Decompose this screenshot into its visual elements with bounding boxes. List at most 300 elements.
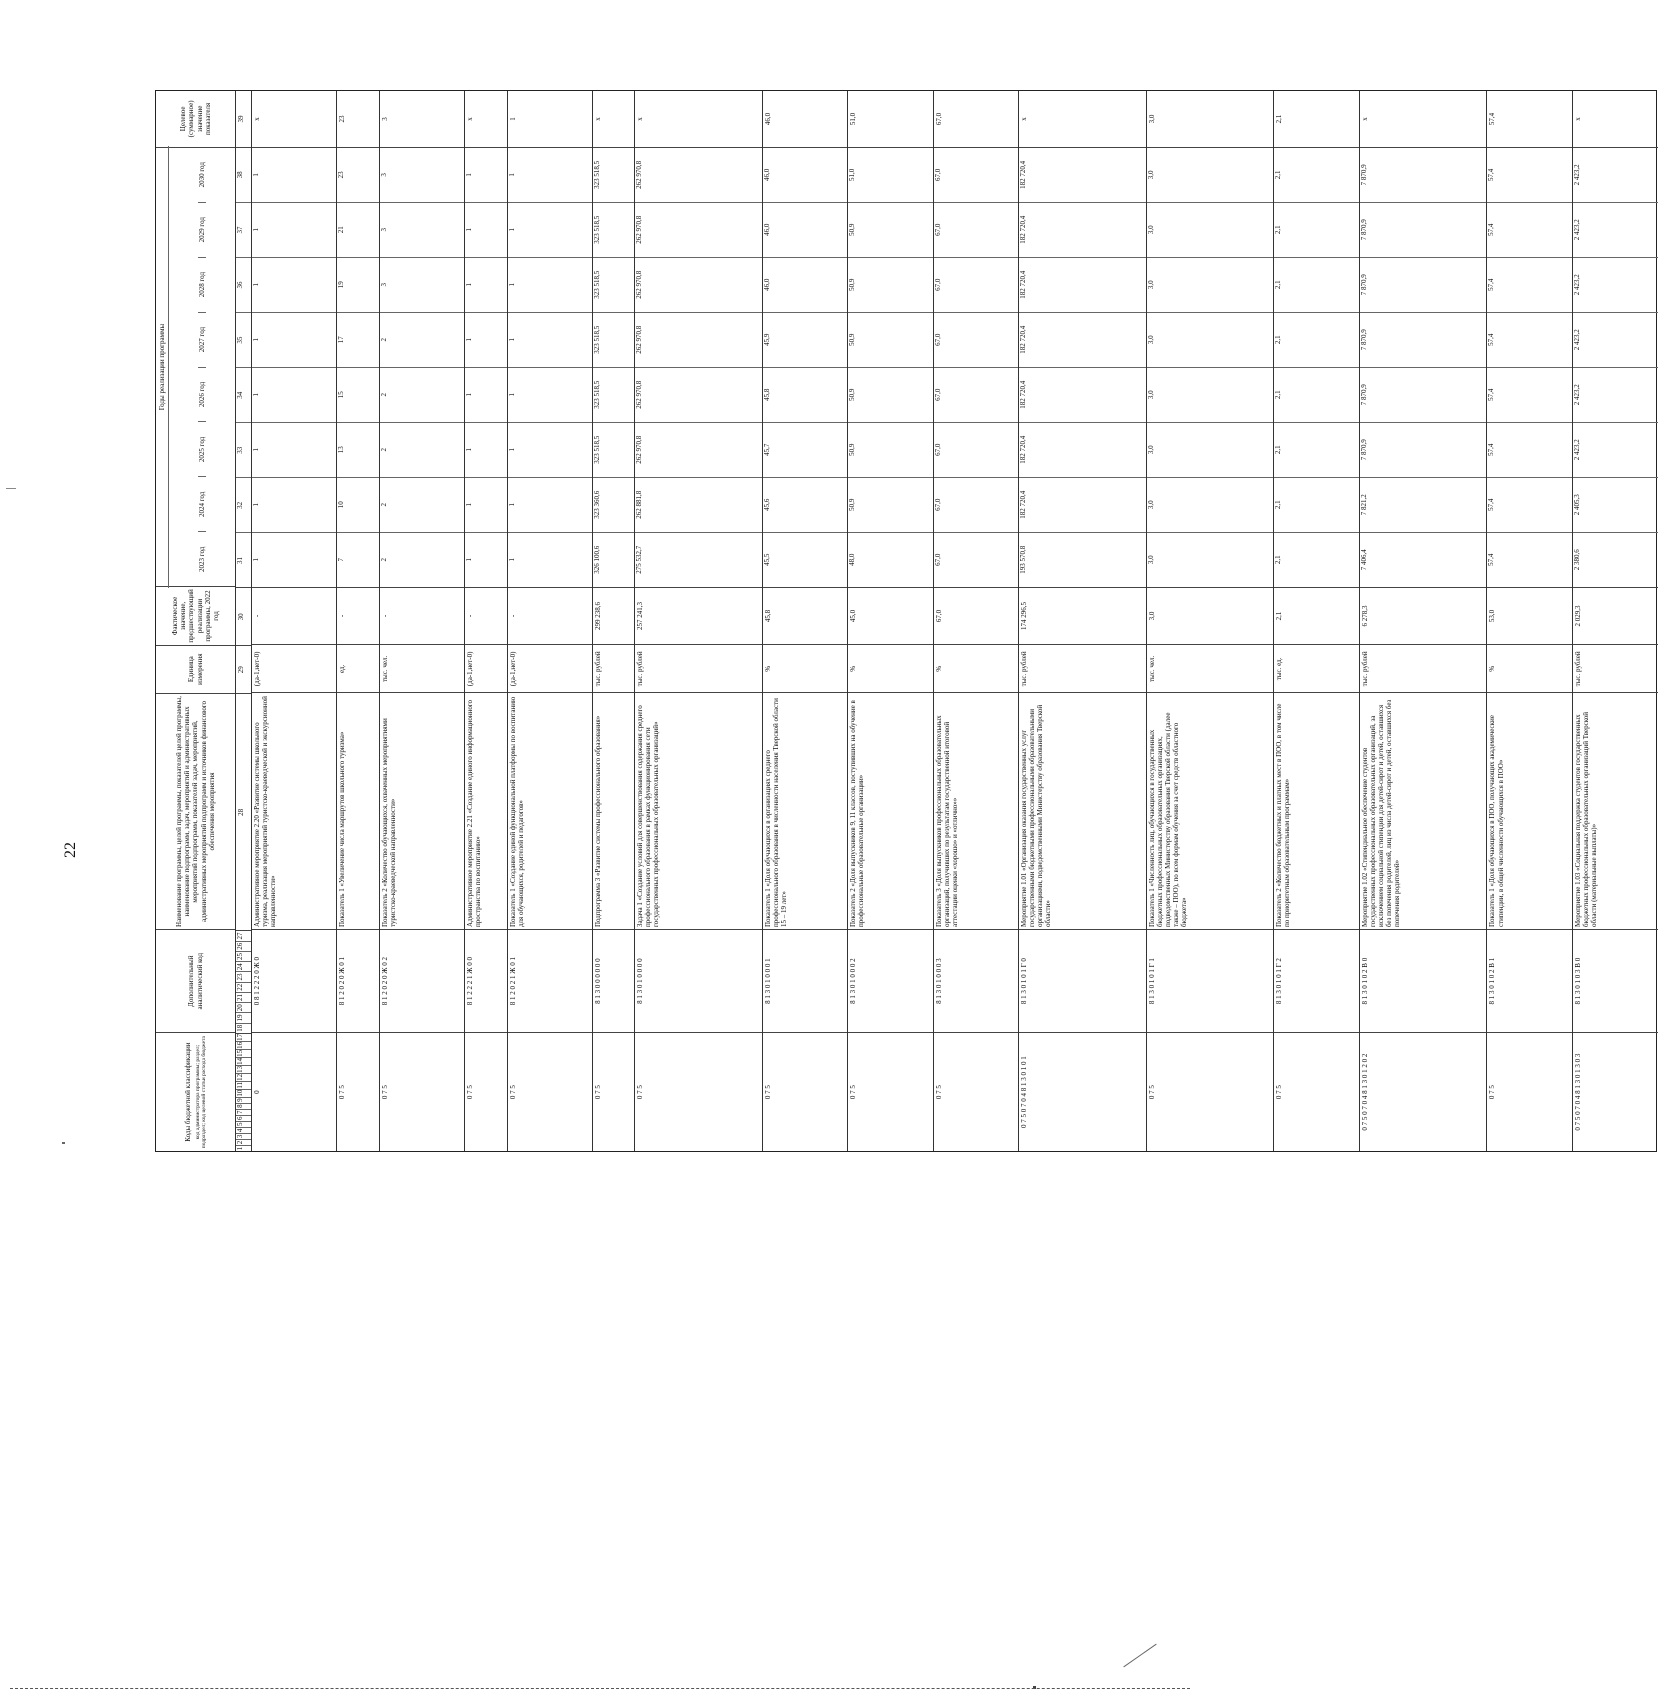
row-target: 2,1	[1275, 114, 1284, 124]
row-year-value: 50,9	[848, 422, 932, 477]
row-year-value: 67,0	[934, 367, 1018, 422]
row-analytic: 8 1 3 0 1 0 3 В 0	[1573, 929, 1658, 1032]
row-year-value: 2,1	[1274, 532, 1358, 587]
row-codes: 0 7 5 0 7 0 4 8 1 3 0 1 0 1	[1019, 1032, 1146, 1151]
row-year-value: 182 720,4	[1019, 202, 1146, 257]
row-year-value: 67,0	[933, 168, 942, 181]
row-unit: тыс. рублей	[1019, 644, 1146, 692]
colnum: 28	[236, 693, 251, 930]
row-year-value: 67,0	[934, 422, 1018, 477]
row-target: x	[253, 117, 261, 121]
row-years	[1274, 147, 1358, 587]
row-year-value: 323 360,6	[593, 477, 635, 532]
colnum: 36	[236, 257, 251, 312]
row-fact: 299 238,6	[593, 587, 635, 645]
row-year-value: 193 570,8	[1019, 532, 1146, 587]
row-year-value: 51,0	[848, 168, 857, 181]
row-year-value: 1	[252, 202, 336, 257]
row-year-value: 323 518,5	[593, 202, 635, 257]
row-codes: 0 7 5	[337, 1032, 379, 1151]
row-year-value: 323 518,5	[592, 160, 601, 189]
row-year-value: 3	[380, 202, 464, 257]
row-year-value: 326 100,6	[593, 532, 635, 587]
row-analytic: 8 1 3 0 1 0 0 0 2	[848, 929, 932, 1032]
header-code-parts: код администратора программы; раздел; подраздел; код целевой статьи расхода бюджета	[194, 1036, 208, 1149]
row-year-value: 1	[252, 257, 336, 312]
colnum: 33	[236, 422, 251, 477]
row-codes: 0 7 5	[934, 1032, 1018, 1151]
table-header	[156, 91, 236, 1151]
row-year-value: 2	[380, 367, 464, 422]
row-year-value: 45,8	[763, 367, 847, 422]
row-year-value: 57,4	[1487, 312, 1571, 367]
row-year-value: 7 870,9	[1359, 164, 1368, 186]
row-year-value: 57,4	[1487, 422, 1571, 477]
header-target: Целевое (суммарное) значение показателя	[179, 100, 212, 138]
table-row	[1573, 91, 1658, 1151]
colnum: 12	[236, 1073, 251, 1081]
row-unit: %	[763, 644, 847, 692]
row-year-value: 57,4	[1487, 532, 1571, 587]
header-year: 2027 год	[198, 312, 206, 367]
colnum: 38	[236, 171, 244, 179]
row-target: x	[1019, 117, 1028, 121]
colnum: 21	[236, 992, 251, 1002]
row-analytic: 0 8 1 2 2 2 0 Ж 0	[252, 929, 336, 1032]
row-analytic: 8 1 2 0 2 1 Ж 0 1	[508, 929, 592, 1032]
row-year-value: 10	[337, 477, 379, 532]
row-year-value: 3,0	[1147, 422, 1274, 477]
row-year-value: 67,0	[934, 257, 1018, 312]
table-row	[465, 91, 508, 1151]
row-analytic: 8 1 3 0 1 0 0 0 0	[635, 929, 762, 1032]
row-target: 67,0	[934, 112, 943, 126]
row-fact: 6 278,3	[1360, 587, 1487, 645]
row-year-value: 57,4	[1487, 477, 1571, 532]
row-year-value: 13	[337, 422, 379, 477]
row-year-value: 46,0	[763, 257, 847, 312]
colnum: 22	[236, 982, 251, 992]
row-year-value: 3,0	[1146, 170, 1155, 180]
row-unit: тыс. ед.	[1274, 644, 1358, 692]
row-years	[508, 147, 592, 587]
row-unit: тыс. рублей	[635, 644, 762, 692]
row-unit: тыс. чел.	[380, 644, 464, 692]
row-year-value: 3,0	[1147, 367, 1274, 422]
row-year-value: 7 870,9	[1360, 202, 1487, 257]
colnum: 25	[236, 951, 251, 961]
row-year-value: 2,1	[1274, 170, 1283, 180]
colnum: 15	[236, 1049, 251, 1057]
row-fact: -	[337, 587, 379, 645]
row-unit: %	[934, 644, 1018, 692]
row-unit: тыс. рублей	[1573, 644, 1658, 692]
row-name: Мероприятие 1.02 «Стипендиальное обеспечение студентов государственных профессиональных образовательных организаций, за исключением социальной стипендии для детей-сирот и детей, оставшихся без попечения родителей, лиц из числа детей-сирот и детей, оставшихся без попечения родителей»	[1360, 692, 1487, 929]
row-years	[1019, 147, 1146, 587]
row-year-value: 323 518,5	[593, 312, 635, 367]
row-year-value: 46,0	[763, 202, 847, 257]
row-year-value: 1	[507, 173, 516, 177]
colnum: 11	[236, 1081, 251, 1089]
row-fact: -	[508, 587, 592, 645]
row-unit: ед.	[337, 644, 379, 692]
row-year-value: 2,1	[1274, 367, 1358, 422]
header-name: Наименование программы, целей программы, показателей целей программы, наименование подпрограмм, задач, мероприятий и административных мероприятий подпрограмм, показателей задач, мероприятий, административных мероприятий подпрограмм и источников финансового обеспечения мероприятия	[156, 693, 235, 929]
row-year-value: 182 720,4	[1019, 477, 1146, 532]
row-year-value: 3,0	[1147, 202, 1274, 257]
row-year-value: 2,1	[1274, 422, 1358, 477]
row-unit: %	[848, 644, 932, 692]
row-unit: (да-1,нет-0)	[508, 644, 592, 692]
row-fact: 2,1	[1274, 587, 1358, 645]
row-year-value: 1	[508, 367, 592, 422]
row-analytic: 8 1 3 0 1 0 2 В 0	[1360, 929, 1487, 1032]
margin-mark	[6, 488, 16, 489]
colnum: 18	[236, 1023, 251, 1033]
row-codes: 0 7 5	[763, 1032, 847, 1151]
row-year-value: 1	[465, 257, 507, 312]
colnum: 23	[236, 971, 251, 981]
row-year-value: 2 423,2	[1573, 367, 1658, 422]
row-fact: 174 296,5	[1019, 587, 1146, 645]
row-years	[380, 147, 464, 587]
row-year-value: 2	[380, 422, 464, 477]
header-codes	[156, 1032, 235, 1151]
row-year-value: 275 532,7	[635, 532, 762, 587]
row-year-value: 2 380,6	[1573, 532, 1658, 587]
colnum: 2	[236, 1139, 251, 1145]
row-year-value: 57,4	[1487, 367, 1571, 422]
row-analytic: 8 1 2 0 2 0 Ж 0 2	[380, 929, 464, 1032]
row-year-value: 23	[337, 171, 346, 179]
colnum: 4	[236, 1127, 251, 1133]
row-year-value: 45,6	[763, 477, 847, 532]
row-year-value: 1	[508, 312, 592, 367]
table-row	[337, 91, 380, 1151]
row-year-value: 262 881,8	[635, 477, 762, 532]
row-years	[1147, 147, 1274, 587]
row-year-value: 1	[508, 422, 592, 477]
header-unit: Единица измерения	[156, 645, 235, 693]
row-year-value: 262 970,8	[635, 257, 762, 312]
row-codes: 0 7 5	[593, 1032, 635, 1151]
header-extra: Дополнительный аналитический код	[156, 929, 235, 1032]
row-target: x	[636, 117, 645, 121]
row-year-value: 45,9	[763, 312, 847, 367]
row-name: Административное мероприятие 2.21 «Создание единого информационного пространства по воспитанию»	[465, 692, 507, 929]
header-year: 2025 год	[198, 421, 206, 476]
row-analytic: 8 1 3 0 1 0 1 Г 1	[1147, 929, 1274, 1032]
row-target: 1	[508, 117, 517, 121]
row-name: Показатель 3 «Доля выпускников профессиональных образовательных организаций, получивших по результатам государственной итоговой аттестации оценки «хорошо» и «отлично»»	[934, 692, 1018, 929]
row-target: x	[1360, 117, 1369, 121]
row-year-value: 67,0	[934, 477, 1018, 532]
table-row	[1487, 91, 1572, 1151]
colnum: 10	[236, 1089, 251, 1097]
row-year-value: 7	[337, 532, 379, 587]
row-unit: %	[1487, 644, 1571, 692]
row-year-value: 262 970,8	[635, 422, 762, 477]
colnum-years	[236, 147, 251, 588]
row-fact: 3,0	[1147, 587, 1274, 645]
row-years	[1360, 147, 1487, 587]
row-target: x	[593, 117, 602, 121]
table-body	[252, 91, 1658, 1151]
colnum: 14	[236, 1057, 251, 1065]
header-year: 2030 год	[198, 162, 206, 188]
row-year-value: 45,5	[763, 532, 847, 587]
row-analytic: 8 1 3 0 1 0 1 Г 2	[1274, 929, 1358, 1032]
row-years	[763, 147, 847, 587]
row-analytic: 8 1 3 0 1 0 0 0 1	[763, 929, 847, 1032]
row-year-value: 1	[252, 477, 336, 532]
header-year: 2029 год	[198, 202, 206, 257]
row-year-value: 2 405,3	[1573, 477, 1658, 532]
table-row	[380, 91, 465, 1151]
colnum-codes	[236, 1033, 251, 1151]
colnum: 37	[236, 202, 251, 257]
colnum: 39	[237, 115, 245, 123]
row-analytic: 8 1 3 0 1 0 1 Г 0	[1019, 929, 1146, 1032]
row-year-value: 1	[465, 202, 507, 257]
row-unit: (да-1,нет-0)	[465, 644, 507, 692]
row-name: Показатель 1 «Создание единой функциональной платформы по воспитанию для обучающихся, родителей и педагогов»	[508, 692, 592, 929]
row-name: Показатель 1 «Доля обучающихся в организациях среднего профессионального образования в численности населения Тверской области 15 – 19 лет»	[763, 692, 847, 929]
row-fact: 45,8	[763, 587, 847, 645]
row-unit: тыс. рублей	[1360, 644, 1487, 692]
row-name: Административное мероприятие 2.20 «Развитие системы школьного туризма, реализация мероприятий туристско-краеведческой и экскурсионной направленности»	[252, 692, 336, 929]
row-target: 46,0	[764, 112, 773, 126]
table-row	[508, 91, 593, 1151]
row-codes: 0 7 5 0 7 0 4 8 1 3 0 1 3 0 3	[1573, 1032, 1658, 1151]
program-table	[155, 90, 1657, 1152]
row-year-value: 57,4	[1487, 168, 1496, 181]
row-year-value: 7 870,9	[1360, 257, 1487, 312]
row-year-value: 3	[380, 257, 464, 312]
header-code-admin: код администратора программы	[194, 1064, 201, 1140]
row-year-value: 262 970,8	[635, 367, 762, 422]
colnum: 26	[236, 941, 251, 951]
row-year-value: 57,4	[1487, 257, 1571, 312]
row-target: 51,0	[849, 112, 858, 126]
colnum: 30	[236, 587, 251, 645]
row-fact: -	[380, 587, 464, 645]
row-year-value: 262 970,8	[635, 312, 762, 367]
row-analytic: 8 1 2 0 2 0 Ж 0 1	[337, 929, 379, 1032]
table-row	[1147, 91, 1275, 1151]
colnum: 9	[236, 1097, 251, 1103]
colnum: 6	[236, 1115, 251, 1121]
row-year-value: 3,0	[1147, 257, 1274, 312]
header-year: 2026 год	[198, 367, 206, 422]
colnum: 32	[236, 477, 251, 532]
row-year-value: 2 423,2	[1572, 164, 1581, 186]
table-row	[1019, 91, 1147, 1151]
row-year-value: 1	[465, 173, 473, 177]
row-codes: 0 7 5 0 7 0 4 8 1 3 0 1 2 0 2	[1360, 1032, 1487, 1151]
row-year-value: 67,0	[934, 532, 1018, 587]
row-year-value: 7 870,9	[1360, 367, 1487, 422]
header-code-csr: код целевой статьи расхода бюджета	[201, 1036, 208, 1122]
table-row	[635, 91, 763, 1151]
row-year-value: 45,7	[763, 422, 847, 477]
row-year-value: 1	[252, 312, 336, 367]
row-analytic: 8 1 2 2 2 1 Ж 0 0	[465, 929, 507, 1032]
table-row	[252, 91, 337, 1151]
header-codes-title: Коды бюджетной классификации	[183, 1042, 192, 1142]
row-year-value: 50,9	[848, 257, 932, 312]
colnum: 19	[236, 1012, 251, 1022]
row-year-value: 46,0	[763, 168, 772, 181]
row-year-value: 182 720,4	[1019, 312, 1146, 367]
row-name: Показатель 2 «Количество обучающихся, охваченных мероприятиями туристско-краеведческой направленности»	[380, 692, 464, 929]
row-year-value: 2 423,2	[1573, 257, 1658, 312]
row-year-value: 1	[465, 477, 507, 532]
bottom-rule	[10, 1688, 1190, 1689]
row-fact: 53,0	[1487, 587, 1571, 645]
row-year-value: 67,0	[934, 202, 1018, 257]
row-year-value: 2 423,2	[1573, 202, 1658, 257]
row-year-value: 50,9	[848, 367, 932, 422]
row-name: Мероприятие 1.03 «Социальная поддержка студентов государственных бюджетных профессиональных образовательных организаций Тверской области (материальные выплаты)»	[1573, 692, 1658, 929]
row-target: 23	[338, 115, 347, 123]
row-year-value: 7 870,9	[1360, 312, 1487, 367]
row-year-value: 48,0	[848, 532, 932, 587]
table-row	[1360, 91, 1488, 1151]
column-numbers	[236, 91, 252, 1151]
table-row	[934, 91, 1019, 1151]
row-year-value: 323 518,5	[593, 257, 635, 312]
row-year-value: 15	[337, 367, 379, 422]
row-unit: (да-1,нет-0)	[252, 644, 336, 692]
row-year-value: 182 720,4	[1019, 422, 1146, 477]
colnum: 34	[236, 367, 251, 422]
row-analytic: 8 1 3 0 1 0 2 В 1	[1487, 929, 1571, 1032]
row-fact: -	[252, 587, 336, 645]
row-year-value: 2 423,2	[1573, 312, 1658, 367]
row-year-value: 17	[337, 312, 379, 367]
row-year-value: 50,9	[848, 477, 932, 532]
row-year-value: 182 720,4	[1018, 160, 1027, 189]
row-target: 3,0	[1147, 114, 1156, 124]
header-fact: Фактическое значение, предшествующий реализации программы, 2022 год	[156, 586, 235, 644]
row-codes: 0 7 5	[1147, 1032, 1274, 1151]
row-unit: тыс. чел.	[1147, 644, 1274, 692]
row-year-value: 1	[508, 532, 592, 587]
row-years	[1573, 147, 1658, 587]
page-number: 22	[62, 842, 79, 858]
row-year-value: 3,0	[1147, 532, 1274, 587]
row-year-value: 67,0	[934, 312, 1018, 367]
row-codes: 0 7 5	[465, 1032, 507, 1151]
row-years	[848, 147, 932, 587]
row-year-value: 3,0	[1147, 477, 1274, 532]
row-year-value: 1	[465, 312, 507, 367]
colnum: 7	[236, 1109, 251, 1115]
row-year-value: 50,9	[848, 312, 932, 367]
row-name: Показатель 2 «Количество бюджетных и платных мест в ПОО, в том числе по приоритетным образовательным программам»	[1274, 692, 1358, 929]
colnum: 29	[236, 645, 251, 693]
row-year-value: 182 720,4	[1019, 257, 1146, 312]
row-target: x	[466, 117, 474, 121]
header-code-podrazdel: подраздел	[201, 1124, 208, 1149]
row-name: Подпрограмма 3 «Развитие системы профессионального образования»	[593, 692, 635, 929]
row-target: 3	[380, 117, 389, 121]
row-fact: 45,0	[848, 587, 932, 645]
row-codes: 0 7 5	[848, 1032, 932, 1151]
row-year-value: 2	[380, 312, 464, 367]
row-year-value: 1	[465, 367, 507, 422]
colnum: 8	[236, 1103, 251, 1109]
row-codes: 0	[252, 1032, 336, 1151]
header-years-title: Годы реализации программы	[156, 146, 169, 589]
row-year-value: 2,1	[1274, 312, 1358, 367]
row-codes: 0 7 5	[1487, 1032, 1571, 1151]
row-fact: 67,0	[934, 587, 1018, 645]
colnum: 16	[236, 1041, 251, 1049]
colnum: 27	[236, 932, 244, 940]
row-target: 57,4	[1488, 112, 1497, 126]
header-year: 2023 год	[198, 531, 206, 586]
row-year-value: 7 870,9	[1360, 422, 1487, 477]
row-year-value: 1	[252, 173, 260, 177]
header-year-list	[169, 148, 235, 587]
header-year: 2024 год	[198, 476, 206, 531]
table-row	[763, 91, 848, 1151]
row-year-value: 1	[508, 477, 592, 532]
table-row	[1274, 91, 1359, 1151]
row-years	[593, 147, 635, 587]
colnum: 1	[236, 1145, 251, 1151]
colnum: 20	[236, 1002, 251, 1012]
colnum: 35	[236, 312, 251, 367]
row-year-value: 3,0	[1147, 312, 1274, 367]
header-year: 2028 год	[198, 257, 206, 312]
row-codes: 0 7 5	[380, 1032, 464, 1151]
row-year-value: 2	[380, 477, 464, 532]
colnum: 17	[236, 1033, 244, 1041]
row-year-value: 323 518,5	[593, 422, 635, 477]
row-year-value: 2,1	[1274, 202, 1358, 257]
row-analytic: 8 1 3 0 1 0 0 0 3	[934, 929, 1018, 1032]
row-year-value: 57,4	[1487, 202, 1571, 257]
row-codes: 0 7 5	[508, 1032, 592, 1151]
row-year-value: 262 970,8	[635, 202, 762, 257]
row-name: Мероприятие 1.01 «Организация оказания государственных услуг государственными бюджетными профессиональными образовательными организациями, подведомственными Министерству образования Тверской области»	[1019, 692, 1146, 929]
row-year-value: 7 406,4	[1360, 532, 1487, 587]
row-year-value: 323 518,5	[593, 367, 635, 422]
colnum: 3	[236, 1133, 251, 1139]
row-fact: 257 241,3	[635, 587, 762, 645]
row-years	[252, 147, 336, 587]
header-years	[156, 147, 235, 587]
row-year-value: 1	[465, 422, 507, 477]
row-name: Показатель 1 «Численность лиц, обучающихся в государственных бюджетных профессиональных образовательных организациях, подведомственных Министерству образования Тверской области (далее также – ПОО), по всем формам обучения за счет средств областного бюджета»	[1147, 692, 1274, 929]
row-target: x	[1573, 117, 1582, 121]
colnum: 13	[236, 1065, 251, 1073]
row-codes: 0 7 5	[1274, 1032, 1358, 1151]
row-years	[465, 147, 507, 587]
colnum: 31	[236, 532, 251, 587]
speck	[62, 1142, 65, 1144]
colnum: 5	[236, 1121, 251, 1127]
row-year-value: 21	[337, 202, 379, 257]
row-year-value: 2,1	[1274, 257, 1358, 312]
row-year-value: 1	[252, 422, 336, 477]
row-year-value: 19	[337, 257, 379, 312]
row-fact: 2 029,3	[1573, 587, 1658, 645]
row-analytic: 8 1 3 0 0 0 0 0 0	[593, 929, 635, 1032]
